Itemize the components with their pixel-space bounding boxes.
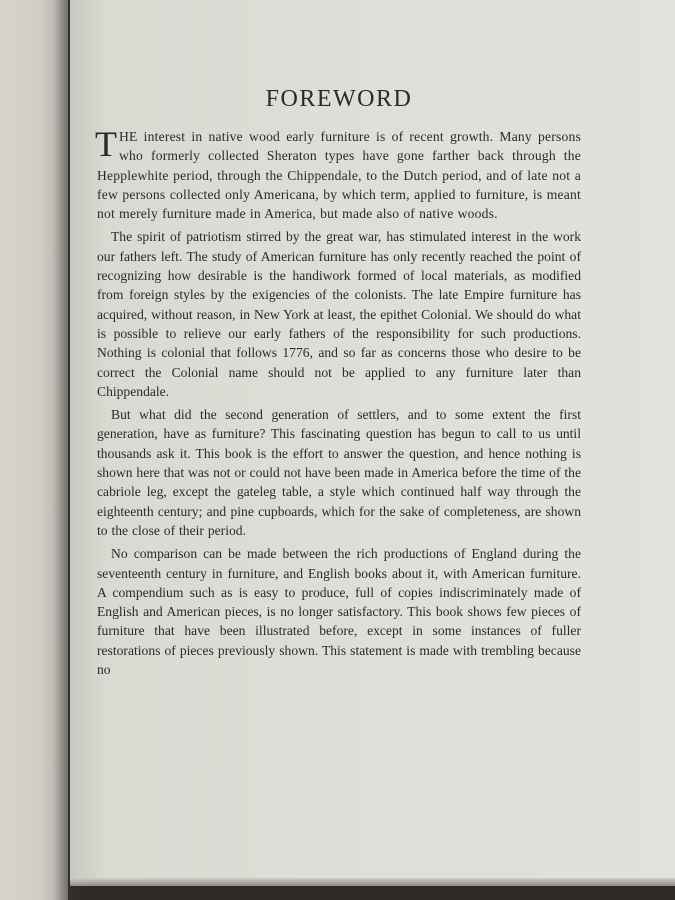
drop-cap: T xyxy=(95,124,117,164)
paragraph-3: But what did the second generation of settlers, and to some extent the first generation, have as furniture? This fascinating question has begun to call to us until thousands ask it. This book is the effort to answer the question, and hence nothing is shown here that was not or could not have been made in America before the time of the cabriole leg, except the gateleg table, a style which continued half way through the eighteenth century; and pine cupboards, which for the sake of completeness, are shown to the close of their period. xyxy=(97,407,581,538)
paragraph-2: The spirit of patriotism stirred by the great war, has stimulated interest in the work our fathers left. The study of American furniture has only recently reached the point of recognizing how desirable is the handiwork formed of local materials, as modified from foreign styles by the exigencies of the colonists. The late Empire furniture has acquired, without reason, in New York at least, the epithet Colonial. We should do what is possible to relieve our early fathers of the responsibility for such productions. Nothing is colonial that follows 1776, and so far as concerns those who desire to be correct the Colonial name should not be applied to any furniture later than Chippendale. xyxy=(97,229,581,399)
paragraph-4: No comparison can be made between the rich productions of England during the seventeenth century in furniture, and English books about it, with American furniture. A compendium such as is easy to produce, full of copies indiscriminately made of English and American pieces, is no longer satisfactory. This book shows few pieces of furniture that have been illustrated before, except in some instances of fuller restorations of pieces previously shown. This statement is made with trembling because no xyxy=(97,546,581,678)
page-title: FOREWORD xyxy=(265,86,413,112)
paragraph-1 xyxy=(95,124,581,223)
page-content xyxy=(97,86,581,683)
paragraph-1-text: HE interest in native wood early furniture is of recent growth. Many persons who formerly collected Sheraton types have gone farther back through the Hepplewhite period, through the Chippendale, to the Dutch period, and of late not a few persons collected only Americana, by which term, applied to furniture, is meant not merely furniture made in America, but made also of native woods. xyxy=(97,129,581,222)
page-bottom-edge xyxy=(70,878,675,886)
